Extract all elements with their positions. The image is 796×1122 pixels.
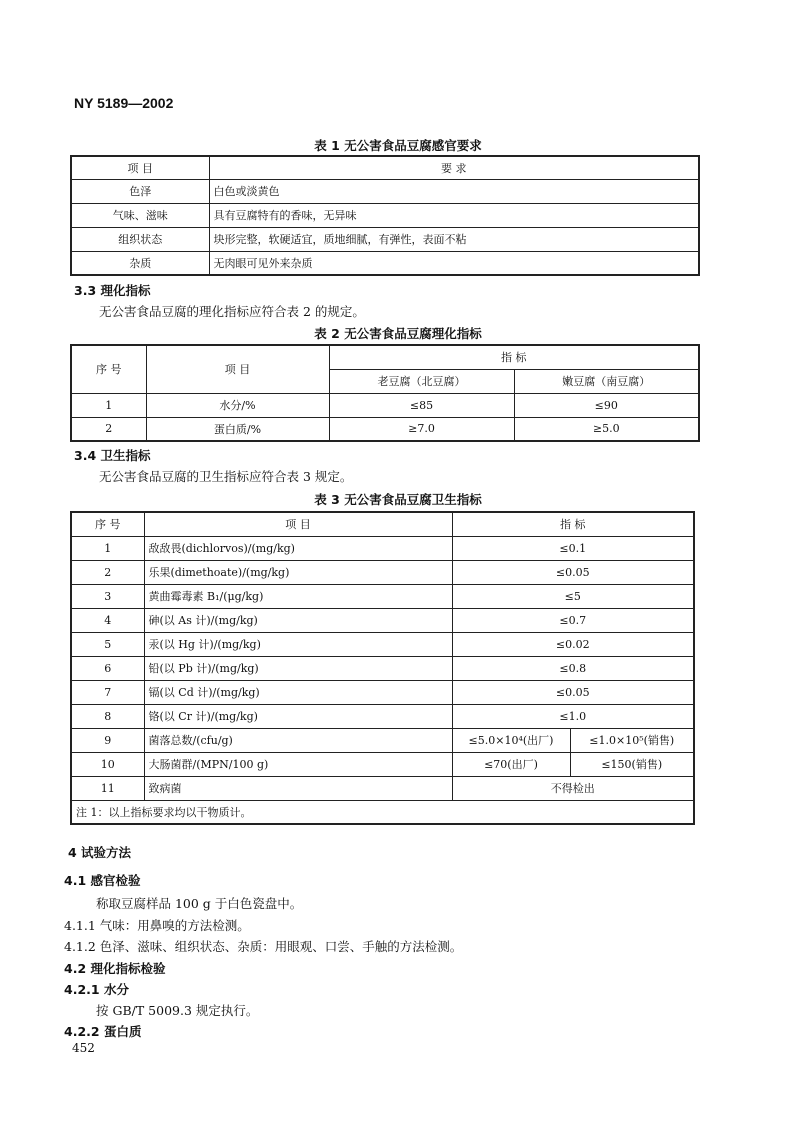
- section-4-2-1-text: 按 GB/T 5009.3 规定执行。: [96, 1003, 259, 1018]
- table-row: [71, 632, 694, 656]
- table2: [70, 344, 700, 442]
- table3-no: 11: [71, 776, 144, 800]
- table1: [70, 155, 700, 276]
- section-4-1-1: 4.1.1 气味：用鼻嗅的方法检测。: [64, 918, 250, 933]
- table1-item: 气味、滋味: [71, 203, 209, 227]
- table-row: [71, 584, 694, 608]
- table-row: [71, 656, 694, 680]
- section-4-heading: 4 试验方法: [68, 845, 132, 860]
- table2-subheader-old: 老豆腐（北豆腐）: [329, 369, 514, 393]
- section-3-4-heading: 3.4 卫生指标: [74, 448, 151, 463]
- table3-value: ≤0.1: [452, 536, 694, 560]
- table3-item: 砷(以 As 计)/(mg/kg): [144, 608, 452, 632]
- table3-note: 注 1：以上指标要求均以干物质计。: [71, 800, 694, 824]
- table3-no: 10: [71, 752, 144, 776]
- table3-no: 6: [71, 656, 144, 680]
- table-row: [71, 417, 699, 441]
- table2-item: 蛋白质/%: [146, 417, 329, 441]
- table-row: [71, 704, 694, 728]
- table2-header-index: 指 标: [329, 345, 699, 369]
- section-4-2-2-heading: 4.2.2 蛋白质: [64, 1024, 142, 1039]
- table1-header-item: 项 目: [71, 156, 209, 179]
- table3-item: 黄曲霉毒素 B₁/(μg/kg): [144, 584, 452, 608]
- table2-header-item: 项 目: [146, 345, 329, 393]
- table-row: [71, 680, 694, 704]
- table3-value-sales: ≤1.0×10⁵(销售): [570, 728, 694, 752]
- table3-value: ≤0.02: [452, 632, 694, 656]
- table3-item: 乐果(dimethoate)/(mg/kg): [144, 560, 452, 584]
- table3-value-factory: ≤5.0×10⁴(出厂): [452, 728, 570, 752]
- table3-no: 9: [71, 728, 144, 752]
- table3-caption: 表 3 无公害食品豆腐卫生指标: [314, 492, 482, 507]
- table1-req: 无肉眼可见外来杂质: [209, 251, 699, 275]
- table3-value: 不得检出: [452, 776, 694, 800]
- table1-item: 杂质: [71, 251, 209, 275]
- page-number: 452: [72, 1041, 95, 1055]
- table3-item: 铅(以 Pb 计)/(mg/kg): [144, 656, 452, 680]
- table3-value: ≤5: [452, 584, 694, 608]
- table-row: [71, 752, 694, 776]
- table3-item: 致病菌: [144, 776, 452, 800]
- table3-item: 敌敌畏(dichlorvos)/(mg/kg): [144, 536, 452, 560]
- table3-no: 3: [71, 584, 144, 608]
- table1-caption: 表 1 无公害食品豆腐感官要求: [314, 138, 482, 153]
- table2-header-no: 序 号: [71, 345, 146, 393]
- section-4-1-heading: 4.1 感官检验: [64, 873, 141, 888]
- table1-req: 白色或淡黄色: [209, 179, 699, 203]
- table-row: [71, 179, 699, 203]
- table3-header-item: 项 目: [144, 512, 452, 536]
- table1-item: 组织状态: [71, 227, 209, 251]
- table1-item: 色泽: [71, 179, 209, 203]
- table-row: [71, 203, 699, 227]
- section-4-2-1-heading: 4.2.1 水分: [64, 982, 129, 997]
- standard-code: NY 5189—2002: [74, 95, 174, 111]
- table3-value: ≤0.05: [452, 680, 694, 704]
- table3-no: 2: [71, 560, 144, 584]
- table1-req: 具有豆腐特有的香味，无异味: [209, 203, 699, 227]
- table3-no: 1: [71, 536, 144, 560]
- table3-value: ≤0.05: [452, 560, 694, 584]
- table2-value-old: ≥7.0: [329, 417, 514, 441]
- table1-req: 块形完整，软硬适宜，质地细腻，有弹性，表面不粘: [209, 227, 699, 251]
- table3-value-sales: ≤150(销售): [570, 752, 694, 776]
- table3-item: 镉(以 Cd 计)/(mg/kg): [144, 680, 452, 704]
- table2-value-soft: ≥5.0: [514, 417, 699, 441]
- section-3-3-text: 无公害食品豆腐的理化指标应符合表 2 的规定。: [99, 304, 365, 319]
- table-row: [71, 776, 694, 800]
- table-row: [71, 608, 694, 632]
- table3-no: 7: [71, 680, 144, 704]
- table1-header-req: 要 求: [209, 156, 699, 179]
- section-4-2-heading: 4.2 理化指标检验: [64, 961, 166, 976]
- table3-no: 5: [71, 632, 144, 656]
- section-3-3-heading: 3.3 理化指标: [74, 283, 151, 298]
- table2-item: 水分/%: [146, 393, 329, 417]
- table-row: [71, 536, 694, 560]
- table-row: [71, 560, 694, 584]
- table3: [70, 511, 695, 825]
- table3-value: ≤0.8: [452, 656, 694, 680]
- table2-caption: 表 2 无公害食品豆腐理化指标: [314, 326, 482, 341]
- table2-subheader-soft: 嫩豆腐（南豆腐）: [514, 369, 699, 393]
- table3-no: 8: [71, 704, 144, 728]
- table-row: [71, 251, 699, 275]
- table3-no: 4: [71, 608, 144, 632]
- table-row: [71, 393, 699, 417]
- table3-item: 铬(以 Cr 计)/(mg/kg): [144, 704, 452, 728]
- table3-value-factory: ≤70(出厂): [452, 752, 570, 776]
- table2-no: 2: [71, 417, 146, 441]
- table2-no: 1: [71, 393, 146, 417]
- table3-header-index: 指 标: [452, 512, 694, 536]
- section-4-1-text: 称取豆腐样品 100 g 于白色瓷盘中。: [96, 896, 303, 911]
- section-4-1-2: 4.1.2 色泽、滋味、组织状态、杂质：用眼观、口尝、手触的方法检测。: [64, 939, 463, 954]
- section-3-4-text: 无公害食品豆腐的卫生指标应符合表 3 规定。: [99, 469, 353, 484]
- table3-item: 汞(以 Hg 计)/(mg/kg): [144, 632, 452, 656]
- table3-item: 菌落总数/(cfu/g): [144, 728, 452, 752]
- table3-value: ≤1.0: [452, 704, 694, 728]
- table-row: [71, 728, 694, 752]
- table3-item: 大肠菌群/(MPN/100 g): [144, 752, 452, 776]
- table2-value-soft: ≤90: [514, 393, 699, 417]
- table3-value: ≤0.7: [452, 608, 694, 632]
- table-row: [71, 227, 699, 251]
- table3-header-no: 序 号: [71, 512, 144, 536]
- table2-value-old: ≤85: [329, 393, 514, 417]
